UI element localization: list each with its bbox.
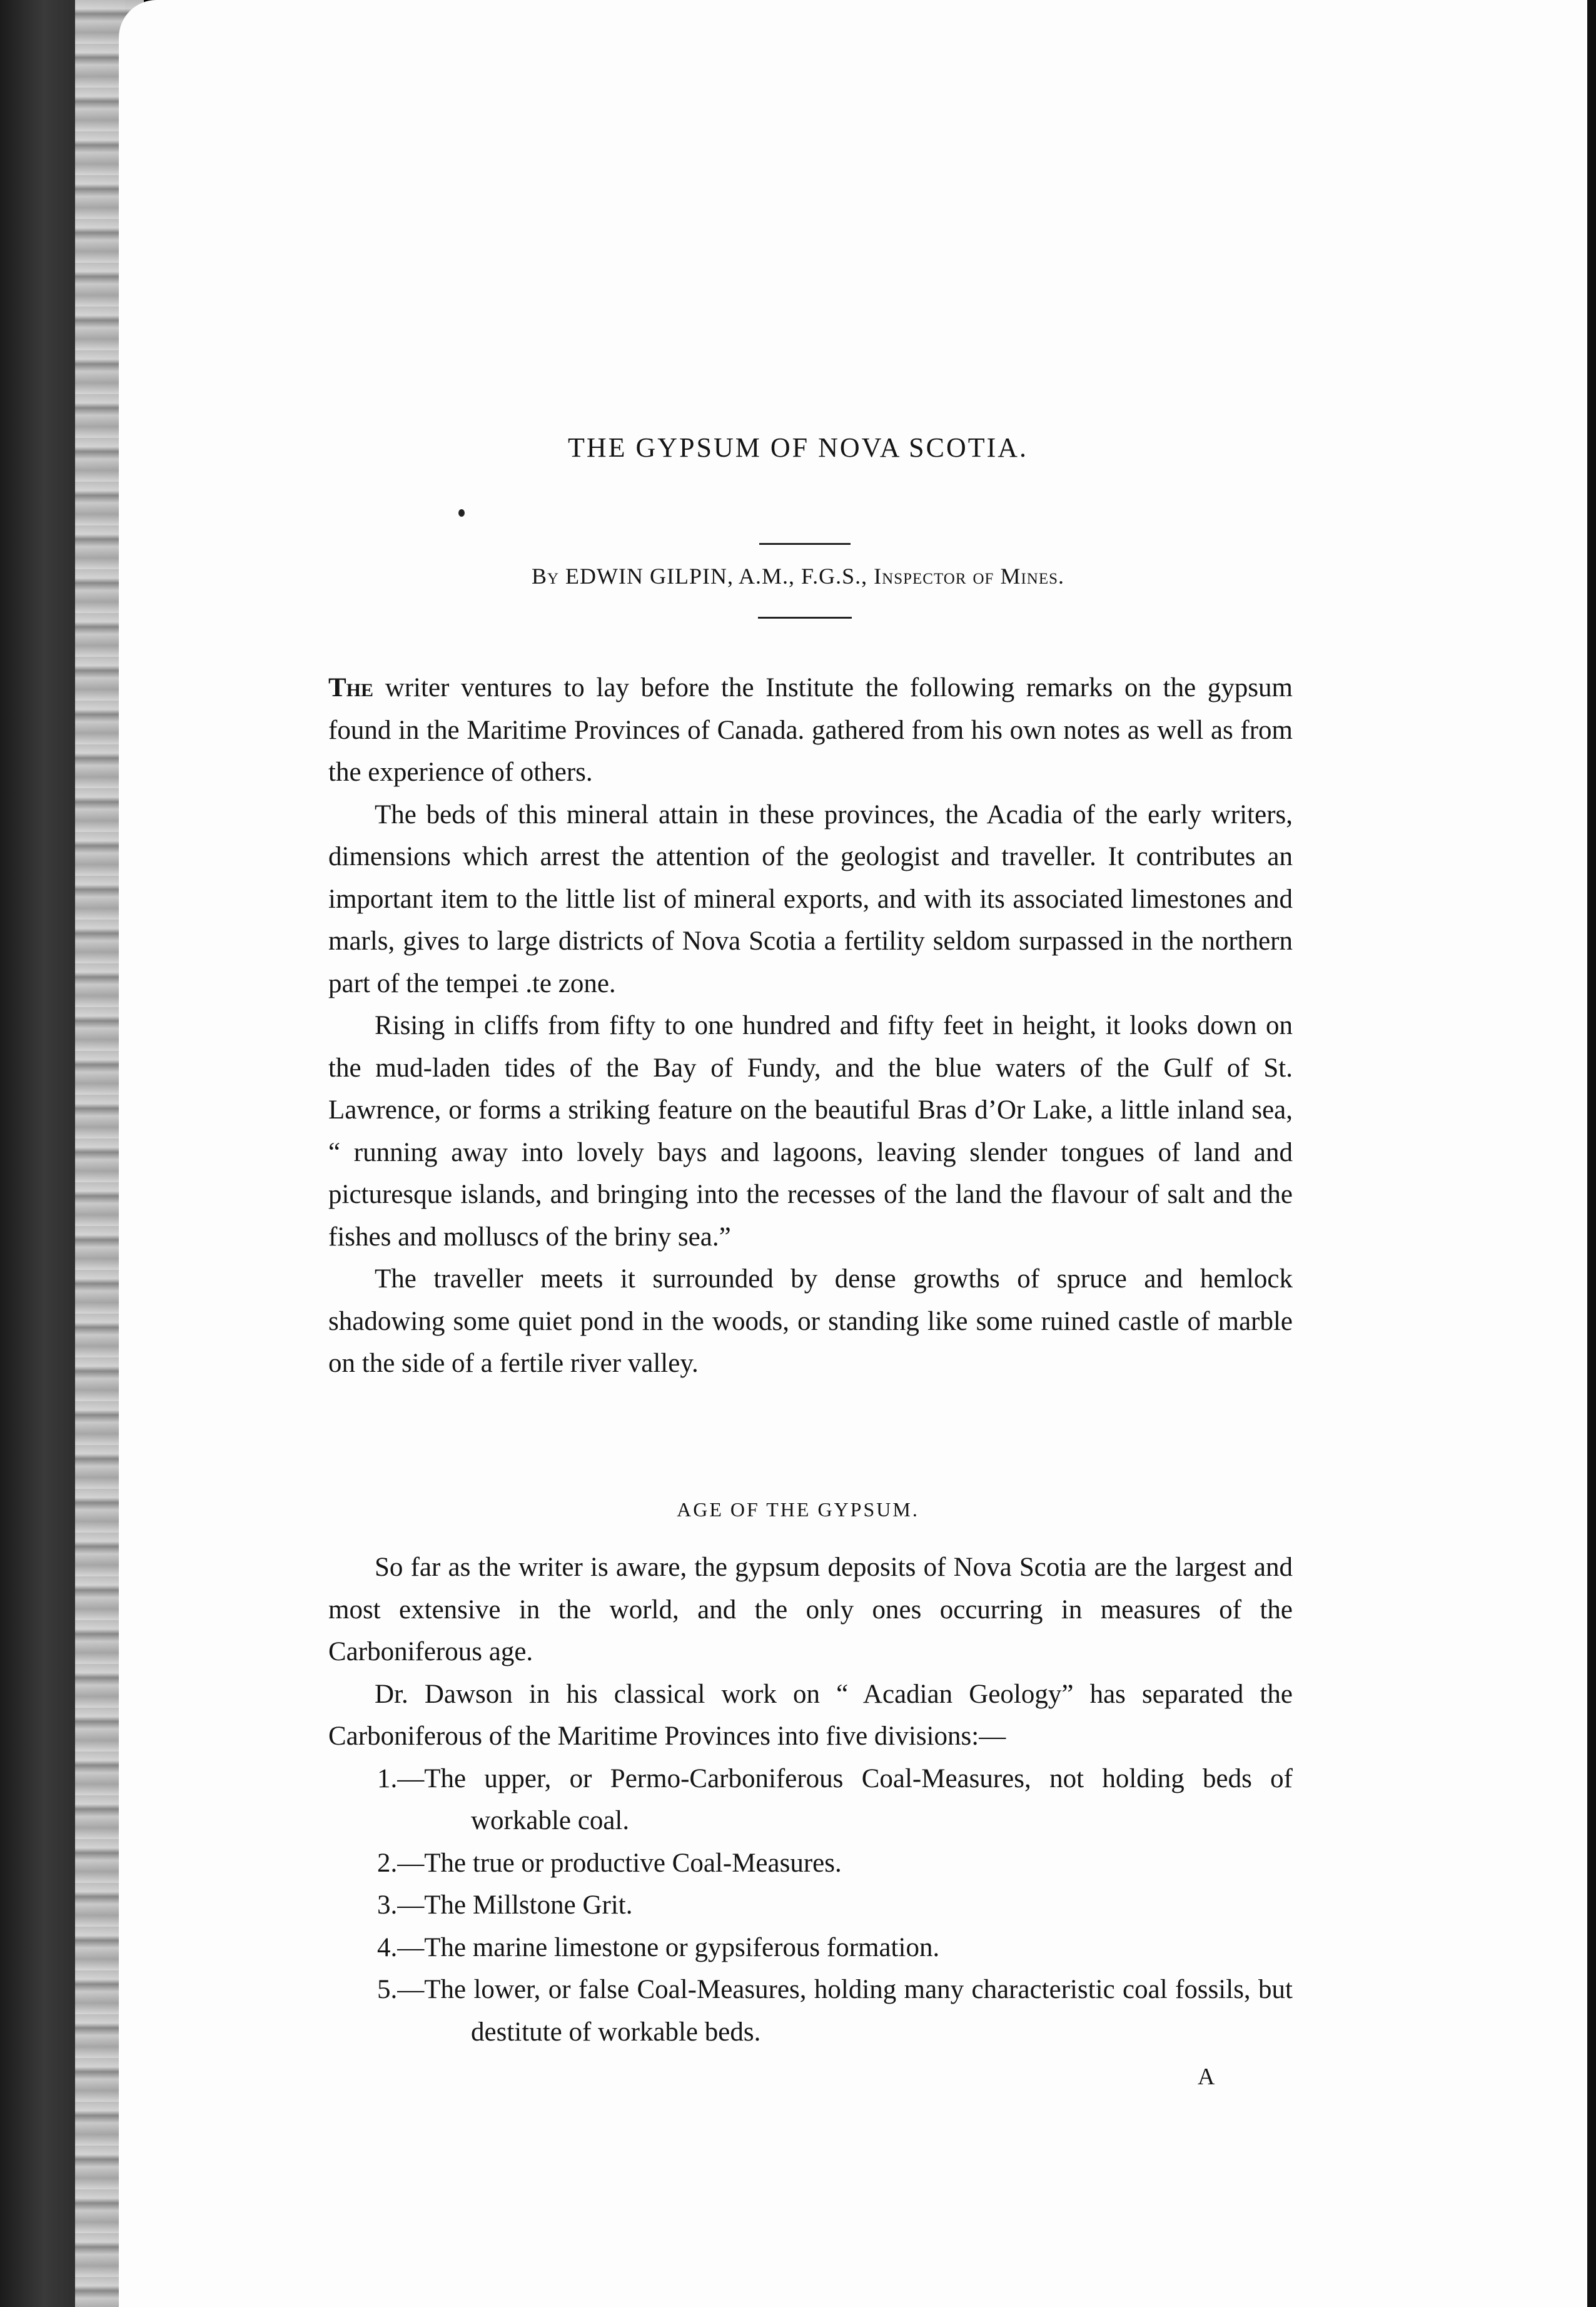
byline: [0, 563, 1596, 589]
article-title: THE GYPSUM OF NOVA SCOTIA.: [567, 432, 1029, 463]
intro-paragraph-1: [328, 667, 1293, 794]
byline-rule: [758, 617, 852, 619]
division-2: 2.—The true or productive Coal-Measures.: [377, 1848, 842, 1878]
division-1: 1.—The upper, or Permo-Carboniferous Coal-Measures, not holding beds of workable coal.: [377, 1763, 1293, 1835]
byline-author: EDWIN GILPIN, A.M., F.G.S.,: [565, 564, 868, 589]
intro-paragraph-2: The beds of this mineral attain in these provinces, the Acadia of the early writers, dimensions which arrest the attention of the geologist and traveller. It contributes an important item to the little list of mineral exports, and with its associated limestones and marls, gives to large districts of Nova Scotia a fertility seldom surpassed in the northern part of the tempei .te zone.: [328, 799, 1293, 998]
scan-border: [1587, 0, 1596, 2307]
byline-prefix: By: [531, 564, 560, 589]
intro-text: [328, 667, 1293, 1385]
section-heading: AGE OF THE GYPSUM.: [677, 1498, 919, 1521]
section-paragraph-2: Dr. Dawson in his classical work on “ Acadian Geology” has separated the Carboniferous of the Maritime Provinces into five divisions:—: [328, 1679, 1293, 1751]
title-rule: [759, 543, 851, 545]
section-text: [328, 1546, 1293, 2053]
intro-paragraph-4: The traveller meets it surrounded by dense growths of spruce and hemlock shadowing some quiet pond in the woods, or standing like some ruined castle of marble on the side of a fertile river valley.: [328, 1264, 1293, 1378]
division-3: 3.—The Millstone Grit.: [377, 1890, 633, 1920]
byline-role: Inspector of Mines.: [874, 564, 1065, 589]
section-paragraph-1: So far as the writer is aware, the gypsum deposits of Nova Scotia are the largest and most extensive in the world, and the only ones occurring in measures of the Carboniferous age.: [328, 1553, 1293, 1666]
division-4: 4.—The marine limestone or gypsiferous formation.: [377, 1932, 940, 1962]
intro-paragraph-1-text: writer ventures to lay before the Institute the following remarks on the gypsum found in the Maritime Provinces of Canada. gathered from his own notes as well as from the experience of others.: [328, 673, 1293, 787]
signature-mark: A: [1198, 2064, 1215, 2090]
division-5: 5.—The lower, or false Coal-Measures, holding many characteristic coal fossils, but destitute of workable beds.: [377, 1975, 1293, 2047]
lead-word: The: [328, 673, 374, 702]
intro-paragraph-3: Rising in cliffs from fifty to one hundred and fifty feet in height, it looks down on the mud-laden tides of the Bay of Fundy, and the blue waters of the Gulf of St. Lawrence, or forms a striking feature on the beautiful Bras d’Or Lake, a little inland sea, “ running away into lovely bays and lagoons, leaving slender tongues of land and picturesque islands, and bringing into the recesses of the land the flavour of salt and the fishes and molluscs of the briny sea.”: [328, 1011, 1293, 1252]
ink-speck: [458, 509, 465, 517]
